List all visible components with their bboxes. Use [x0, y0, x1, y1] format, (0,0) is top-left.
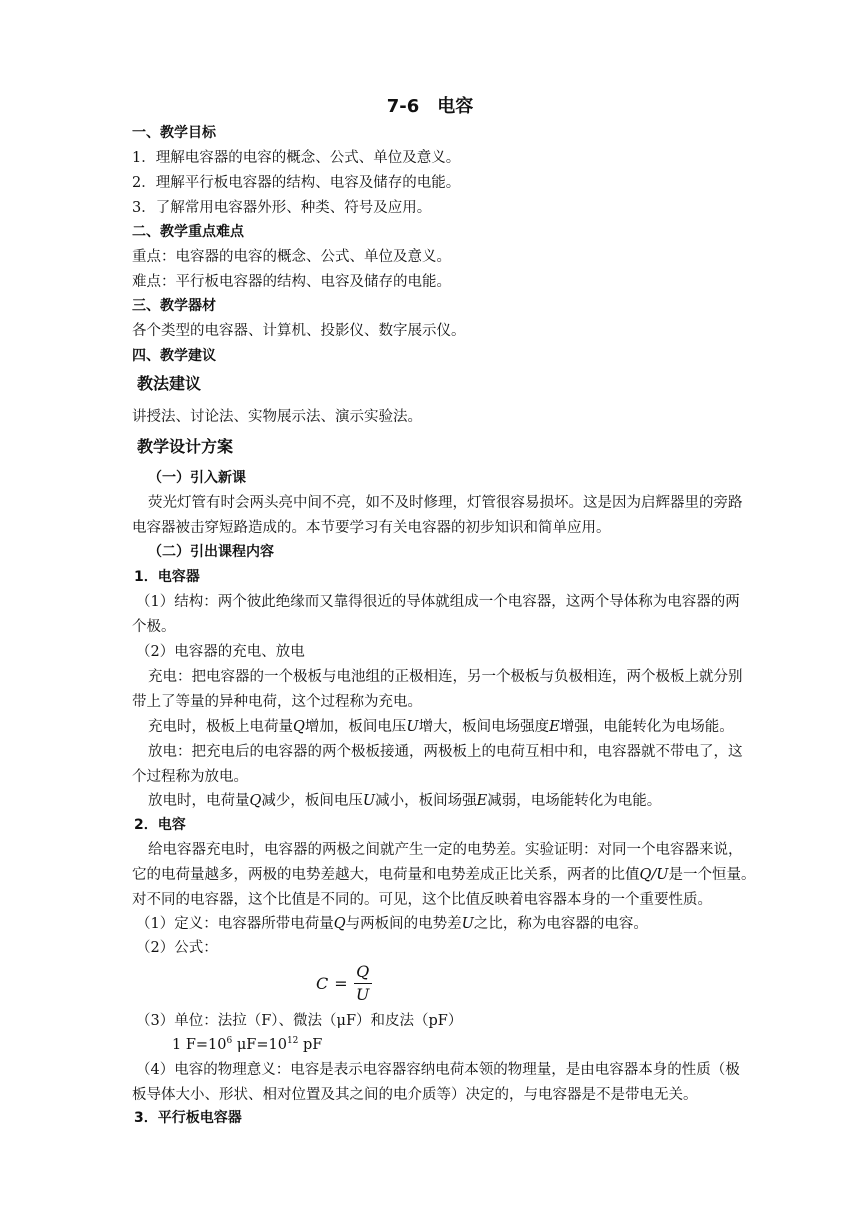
section-heading-keypoints: 二、教学重点难点 — [132, 224, 244, 240]
fraction-bar — [354, 983, 372, 984]
formula-equals: = — [334, 974, 348, 993]
objective-item: 2．理解平行板电容器的结构、电容及储存的电能。 — [132, 175, 461, 191]
unit-equation: 1 $F=10^6$ $\mu F=10^{12}$ pF — [172, 1036, 323, 1053]
method-heading: 教法建议 — [137, 374, 202, 393]
meaning-line: 板导体大小、形状、相对位置及其之间的电介质等）决定的，与电容器是不是带电无关。 — [132, 1087, 698, 1103]
subsection-heading-capacitor: 1．电容器 — [134, 569, 200, 585]
page-title: 7-6 电容 — [386, 96, 474, 117]
structure-line: （1）结构：两个彼此绝缘而又靠得很近的导体就组成一个电容器，这两个导体称为电容器的两 — [136, 594, 740, 610]
unit-line: （3）单位：法拉（F）、微法（μF）和皮法（pF） — [136, 1013, 463, 1029]
formula-numerator: Q — [356, 962, 370, 981]
section-heading-equipment: 三、教学器材 — [132, 298, 216, 314]
equipment-text: 各个类型的电容器、计算机、投影仪、数字展示仪。 — [132, 323, 466, 339]
discharging-line: 个过程称为放电。 — [132, 769, 248, 785]
capacitance-paragraph-line: 给电容器充电时，电容器的两极之间就产生一定的电势差。实验证明：对同一个电容器来说， — [148, 842, 743, 858]
formula-label: （2）公式： — [136, 940, 218, 956]
charge-discharge-heading: （2）电容器的充电、放电 — [136, 644, 305, 660]
subsection-heading-parallel-plate: 3．平行板电容器 — [134, 1110, 242, 1126]
capacitance-formula — [316, 962, 372, 1005]
formula-c: C — [316, 974, 329, 993]
intro-paragraph-line: 荧光灯管有时会两头亮中间不亮，如不及时修理，灯管很容易损坏。这是因为启辉器里的旁路 — [148, 495, 743, 511]
structure-line: 个极。 — [132, 619, 176, 635]
section-heading-objectives: 一、教学目标 — [132, 125, 216, 141]
design-heading: 教学设计方案 — [137, 437, 234, 456]
difficult-point-text: 难点：平行板电容器的结构、电容及储存的电能。 — [132, 274, 451, 290]
key-point-text: 重点：电容器的电容的概念、公式、单位及意义。 — [132, 249, 451, 265]
objective-item: 1．理解电容器的电容的概念、公式、单位及意义。 — [132, 150, 461, 166]
charging-line: 带上了等量的异种电荷，这个过程称为充电。 — [132, 694, 422, 710]
discharging-line: 放电：把充电后的电容器的两个极板接通，两极板上的电荷互相中和，电容器就不带电了，这 — [148, 744, 743, 760]
objective-item: 3．了解常用电容器外形、种类、符号及应用。 — [132, 200, 432, 216]
intro-paragraph-line: 电容器被击穿短路造成的。本节要学习有关电容器的初步知识和简单应用。 — [132, 520, 611, 536]
formula-denominator: U — [355, 985, 370, 1004]
method-text: 讲授法、讨论法、实物展示法、演示实验法。 — [132, 409, 422, 425]
formula-fraction — [354, 962, 372, 1005]
charging-detail-line: 充电时，极板上电荷量Q增加，板间电压U增大，板间电场强度E增强，电能转化为电场能。 — [148, 719, 734, 735]
discharging-detail-line: 放电时，电荷量Q减少，板间电压U减小，板间场强E减弱，电场能转化为电能。 — [148, 793, 662, 809]
capacitance-paragraph-line: 它的电荷量越多，两极的电势差越大，电荷量和电势差成正比关系，两者的比值Q/U是一个恒量。 — [132, 867, 756, 883]
definition-line: （1）定义：电容器所带电荷量Q与两板间的电势差U之比，称为电容器的电容。 — [136, 916, 648, 932]
subsection-heading-capacitance: 2．电容 — [134, 817, 186, 833]
intro-heading: （一）引入新课 — [148, 470, 246, 486]
charging-line: 充电：把电容器的一个极板与电池组的正极相连，另一个极板与负极相连，两个极板上就分别 — [148, 669, 743, 685]
meaning-line: （4）电容的物理意义：电容是表示电容器容纳电荷本领的物理量，是由电容器本身的性质（极 — [136, 1062, 740, 1078]
capacitance-paragraph-line: 对不同的电容器，这个比值是不同的。可见，这个比值反映着电容器本身的一个重要性质。 — [132, 892, 712, 908]
section-heading-suggestions: 四、教学建议 — [132, 348, 216, 364]
content-heading: （二）引出课程内容 — [148, 544, 274, 560]
